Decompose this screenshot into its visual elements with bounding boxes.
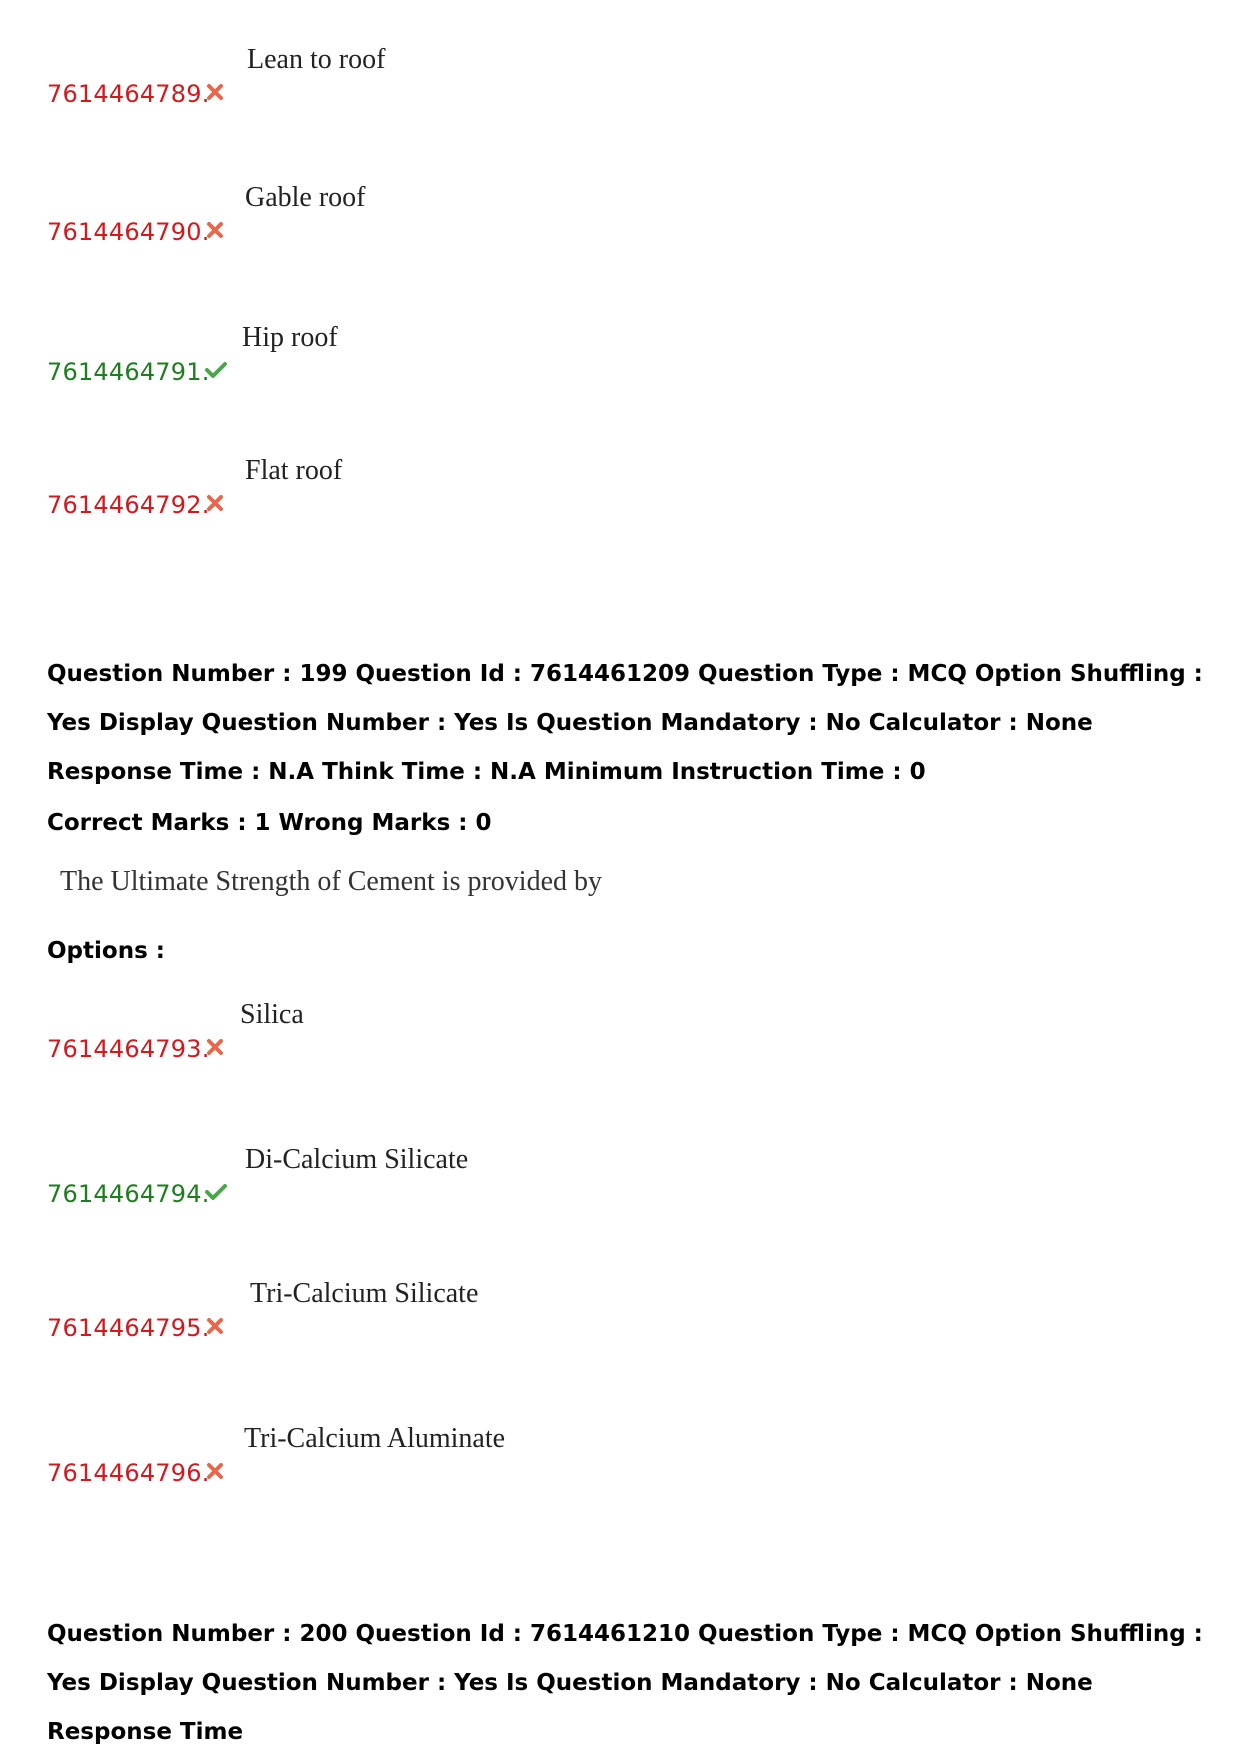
option-text: Silica [240,999,304,1030]
option-id: 7614464792. [47,491,210,519]
option-id: 7614464794. [47,1180,210,1208]
option-id: 7614464789. [47,80,210,108]
question-text: The Ultimate Strength of Cement is provided by [60,866,603,897]
cross-icon [205,1461,225,1481]
options-label: Options : [47,938,165,964]
marks-info: Correct Marks : 1 Wrong Marks : 0 [47,810,492,836]
question-meta: Question Number : 200 Question Id : 7614461210 Question Type : MCQ Option Shuffling : Yes Display Question Number : Yes Is Question Mandatory : No Calculator : None Response Time [47,1621,1203,1745]
cross-icon [205,1037,225,1057]
option-text: Hip roof [242,322,338,353]
check-icon [204,1182,228,1202]
option-text: Di-Calcium Silicate [245,1144,469,1175]
question-meta: Question Number : 199 Question Id : 7614461209 Question Type : MCQ Option Shuffling : Yes Display Question Number : Yes Is Question Mandatory : No Calculator : None Response Time : N.A Think Time : N.A Minimum Instruction Time : 0 [47,661,1203,785]
option-id: 7614464791. [47,358,210,386]
option-text: Tri-Calcium Aluminate [244,1423,506,1454]
option-text: Gable roof [245,182,366,213]
check-icon [204,360,228,380]
option-id: 7614464790. [47,218,210,246]
option-text: Tri-Calcium Silicate [250,1278,479,1309]
cross-icon [205,220,225,240]
option-text: Lean to roof [247,44,386,75]
cross-icon [205,1316,225,1336]
cross-icon [205,493,225,513]
option-id: 7614464795. [47,1314,210,1342]
option-text: Flat roof [245,455,343,486]
cross-icon [205,82,225,102]
option-id: 7614464796. [47,1459,210,1487]
option-id: 7614464793. [47,1035,210,1063]
